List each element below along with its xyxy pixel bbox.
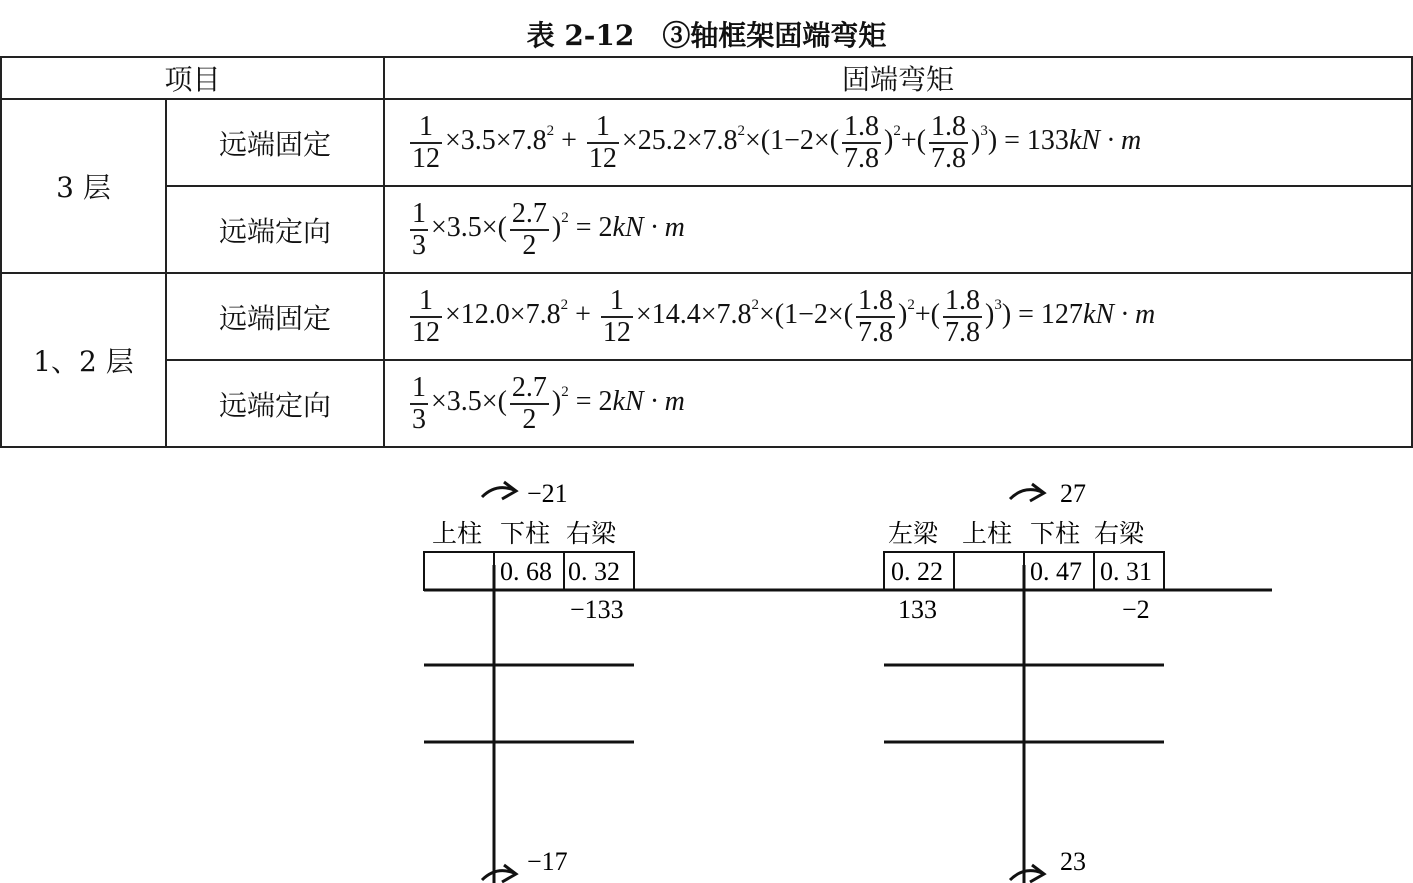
member-label: 左梁 [888,519,939,548]
member-label: 下柱 [1030,519,1081,548]
joint-moment-top: 27 [1060,479,1086,508]
member-label: 下柱 [500,519,551,548]
fraction: $\frac{2.7}{2}$ [511,372,547,435]
fraction: $\frac{1}{3}$ [412,372,427,435]
fraction: $\frac{1}{12}$ [412,111,441,174]
joint-moment-bottom: 23 [1060,847,1086,876]
table-row [1,186,1412,273]
condition-label: 远端定向 [166,186,384,273]
condition-label: 远端固定 [166,99,384,186]
distribution-factor: 0. 31 [1100,557,1152,586]
fraction: $\frac{1}{3}$ [412,198,427,261]
floor-label: 1、2 层 [1,273,166,447]
distribution-factor: 0. 47 [1030,557,1082,586]
table-header-row [1,57,1412,99]
member-label: 右梁 [566,519,617,548]
fraction: $\frac{1.8}{7.8}$ [930,111,966,174]
clockwise-arrow-icon [482,482,516,499]
clockwise-arrow-icon [482,865,516,882]
joint-moment-top: −21 [527,479,568,508]
distribution-factor: 0. 68 [500,557,552,586]
condition-label: 远端固定 [166,273,384,360]
joint-moment-bottom: −17 [527,847,568,876]
distribution-factor: 0. 32 [568,557,620,586]
member-label: 右梁 [1094,519,1145,548]
fixed-end-moment: −2 [1122,595,1150,624]
factor-box [954,552,1024,590]
clockwise-arrow-icon [1010,865,1044,882]
table-row [1,360,1412,447]
fraction: $\frac{1}{12}$ [588,111,617,174]
condition-label: 远端定向 [166,360,384,447]
fraction: $\frac{1}{12}$ [412,285,441,348]
fixed-end-moment: 133 [898,595,937,624]
clockwise-arrow-icon [1010,484,1044,501]
distribution-factor: 0. 22 [891,557,943,586]
fraction: $\frac{1.8}{7.8}$ [858,285,894,348]
page-title: 表 2-12 ③轴框架固端弯矩 [526,19,887,52]
factor-box [424,552,494,590]
member-label: 上柱 [432,519,483,548]
fraction: $\frac{1}{12}$ [602,285,631,348]
fixed-end-moment: −133 [570,595,624,624]
header-item: 项目 [1,57,384,99]
fraction: $\frac{2.7}{2}$ [511,198,547,261]
table-row [1,99,1412,186]
table-row [1,273,1412,360]
member-label: 上柱 [962,519,1013,548]
moment-distribution-diagram [0,445,1413,883]
moment-formula: $\frac{1}{12}$ $\times 12.0\times 7.8^2$ + $\frac{1}{12}$ $\times 14.4\times 7.8^2\times(1-2\times$( $\frac{1.8}{7.8}$ )$^2$+( $\frac{1.8}{7.8}$ )$^3$) = 127kN · m [384,273,1412,360]
moment-formula: $\frac{1}{3}$ ×3.5×( $\frac{2.7}{2}$ )$^2$ = 2kN · m [384,360,1412,447]
floor-label: 3 层 [1,99,166,273]
moment-formula: $\frac{1}{3}$ ×3.5×( $\frac{2.7}{2}$ )$^2$ = 2kN · m [384,186,1412,273]
fixed-end-moment-table [0,56,1413,448]
fraction: $\frac{1.8}{7.8}$ [944,285,980,348]
moment-formula: $\frac{1}{12}$ $\times 3.5\times 7.8^2$ + $\frac{1}{12}$ $\times 25.2\times 7.8^2\times(1-2\times$( $\frac{1.8}{7.8}$ )$^2$+( $\frac{1.8}{7.8}$ )$^3$) = 133kN · m [384,99,1412,186]
fraction: $\frac{1.8}{7.8}$ [844,111,880,174]
header-moment: 固端弯矩 [384,57,1412,99]
